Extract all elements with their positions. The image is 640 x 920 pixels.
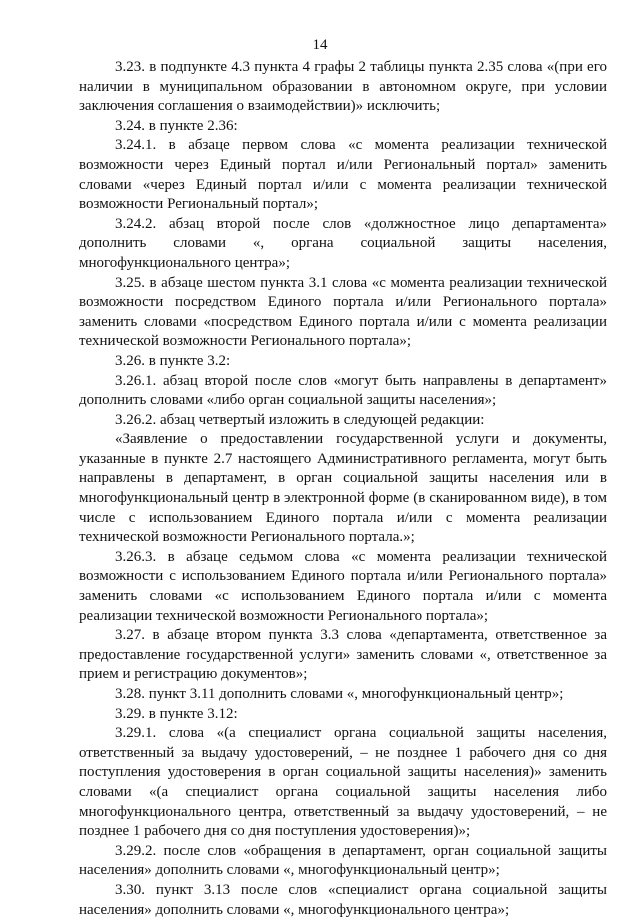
paragraph-3-25: 3.25. в абзаце шестом пункта 3.1 слова «с момента реализации технической возможности посредством Единого портала и/или Регионального портала» заменить словами «посредством Единого портала и/или с момента реализации технической возможности Регионального портала»; xyxy=(79,274,607,350)
paragraph-3-24: 3.24. в пункте 2.36: xyxy=(115,117,238,134)
paragraph-3-29-1: 3.29.1. слова «(а специалист органа социальной защиты населения, ответственный за выдачу удостоверений, – не позднее 1 рабочего дня со дня поступления удостоверения в орган социальной защиты населения)» заменить словами «(а специалист органа социальной защиты населения либо многофункционального центра, ответственный за выдачу удостоверений, – не позднее 1 рабочего дня со дня поступления удостоверения)»; xyxy=(79,725,607,840)
paragraph-3-27: 3.27. в абзаце втором пункта 3.3 слова «департамента, ответственное за предоставление государственной услуги» заменить словами «, ответственное за прием и регистрацию документов»; xyxy=(79,627,607,683)
paragraph-3-29-2: 3.29.2. после слов «обращения в департамент, орган социальной защиты населения» дополнить словами «, многофункциональный центр»; xyxy=(79,842,607,879)
paragraph-3-26: 3.26. в пункте 3.2: xyxy=(115,352,231,369)
paragraph-3-30: 3.30. пункт 3.13 после слов «специалист органа социальной защиты населения» дополнить словами «, многофункционального центра»; xyxy=(79,881,607,918)
paragraph-3-24-2: 3.24.2. абзац второй после слов «должностное лицо департамента» дополнить словами «, органа социальной защиты населения, многофункционального центра»; xyxy=(79,215,607,271)
paragraph-3-23: 3.23. в подпункте 4.3 пункта 4 графы 2 таблицы пункта 2.35 слова «(при его наличии в муниципальном образовании в автономном округе, при условии заключения соглашения о взаимодействии)» исключить; xyxy=(79,59,607,115)
paragraph-3-24-1: 3.24.1. в абзаце первом слова «с момента реализации технической возможности через Единый портал и/или Региональный портал» заменить словами «через Единый портал и/или с момента реализации технической возможности Региональный портал»; xyxy=(79,137,607,213)
paragraph-3-26-3: 3.26.3. в абзаце седьмом слова «с момента реализации технической возможности с использованием Единого портала и/или Регионального портала» заменить словами «с использованием Единого портала и/или с момента реализации технической возможности Регионального портала»; xyxy=(79,548,607,624)
paragraph-3-29: 3.29. в пункте 3.12: xyxy=(115,705,238,722)
document-body xyxy=(79,58,607,920)
paragraph-3-26-1: 3.26.1. абзац второй после слов «могут быть направлены в департамент» дополнить словами «либо орган социальной защиты населения»; xyxy=(79,372,607,409)
page-number: 14 xyxy=(312,37,328,53)
paragraph-3-28: 3.28. пункт 3.11 дополнить словами «, многофункциональный центр»; xyxy=(115,686,564,702)
paragraph-quoted-new-wording: «Заявление о предоставлении государственной услуги и документы, указанные в пункте 2.7 настоящего Административного регламента, могут быть направлены в департамент, в орган социальной защиты населения или в многофункциональный центр в электронной форме (в сканированном виде), в том числе с использованием Единого портала и/или с момента реализации технической возможности Регионального портала.»; xyxy=(79,431,607,546)
paragraph-3-26-2: 3.26.2. абзац четвертый изложить в следующей редакции: xyxy=(115,411,485,428)
